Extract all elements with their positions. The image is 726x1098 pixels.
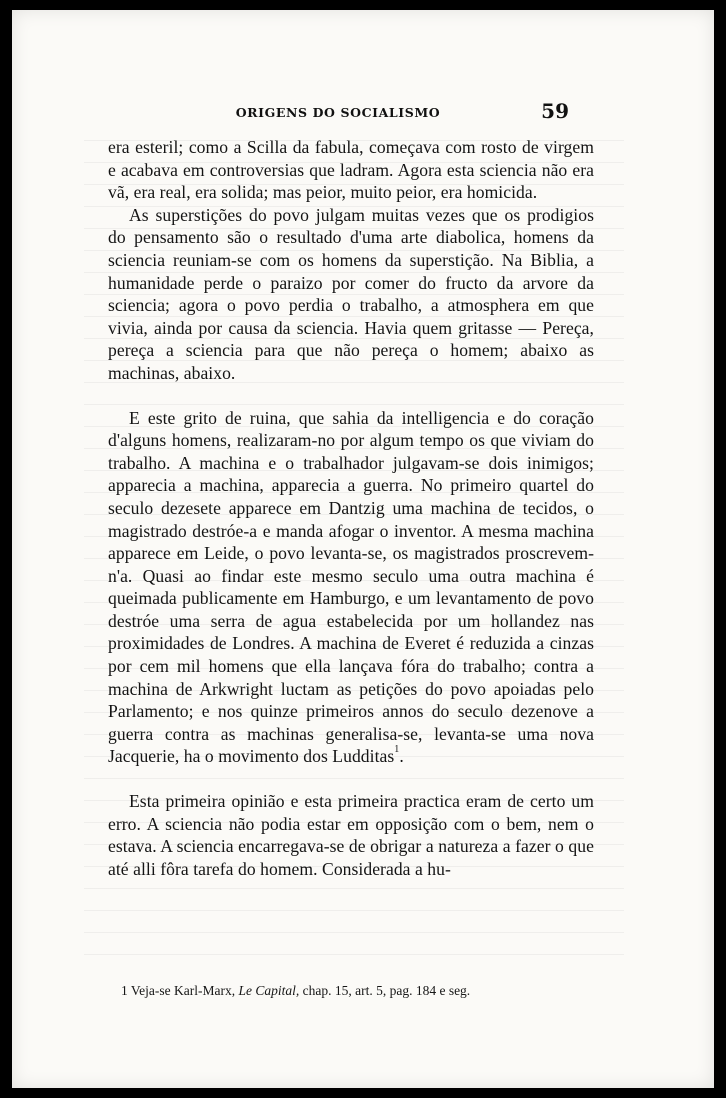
paragraph-first-opinion: Esta primeira opinião e esta primeira practica eram de certo um erro. A sciencia não podia estar em opposição com o bem, nem o estava. A sciencia encarregava-se de obrigar a natureza a fazer o que até alli fôra tarefa do homem. Considerada a hu- [108,791,594,879]
footnote-mark: 1 [121,983,128,998]
paragraph-continuation: era esteril; como a Scilla da fabula, começava com rosto de virgem e acabava em controversias que ladram. Agora esta sciencia não era vã, era real, era solida; mas peior, muito peior, era homicida. [108,137,594,203]
page-number: 59 [541,99,569,123]
paragraph-machines-history [108,407,594,769]
paragraph-end-period: . [399,746,404,767]
page-header [108,99,569,125]
main-text [108,136,594,880]
footnote [121,982,591,1000]
running-head: ORIGENS DO SOCIALISMO [235,105,441,120]
footnote-rest: chap. 15, art. 5, pag. 184 e seg. [302,983,471,998]
paragraph-superstitions: As superstições do povo julgam muitas vezes que os prodigios do pensamento são o resultado d'uma arte diabolica, homens da sciencia reuniam-se com os homens da superstição. Na Biblia, a humanidade perde o paraizo por comer do fructo da arvore da sciencia; agora o povo perdia o trabalho, a atmosphera em que vivia, ainda por causa da sciencia. Havia quem gritasse — Pereça, pereça a sciencia para que não pereça o homem; abaixo as machinas, abaixo. [108,204,594,383]
footnote-reference[interactable]: 1 [394,744,400,756]
footnote-title: Le Capital, [238,983,300,998]
book-page [12,10,714,1088]
paragraph-machines-history-text: E este grito de ruina, que sahia da intelligencia e do coração d'alguns homens, realizaram-no por algum tempo os que viviam do trabalho. A machina e o trabalhador julgavam-se dois inimigos; apparecia a machina, apparecia a guerra. No primeiro quartel do seculo dezesete apparece em Dantzig uma machina de tecidos, o magistrado destróe-a e manda afogar o inventor. A mesma machina apparece em Leide, o povo levanta-se, os magistrados proscrevem-n'a. Quasi ao findar este mesmo seculo uma outra machina é queimada publicamente em Hamburgo, e um levantamento de povo destróe uma serra de agua estabelecida por um hollandez nas proximidades de Londres. A machina de Everet é reduzida a cinzas por cem mil homens que ella lançava fóra do trabalho; contra a machina de Arkwright luctam as petições do povo apoiadas pelo Parlamento; e nos quinze primeiros annos do seculo dezenove a guerra contra as machinas generalisa-se, levanta-se uma nova Jacquerie, ha o movimento dos Ludditas [108,407,594,767]
footnote-lead: Veja-se Karl-Marx, [130,983,236,998]
